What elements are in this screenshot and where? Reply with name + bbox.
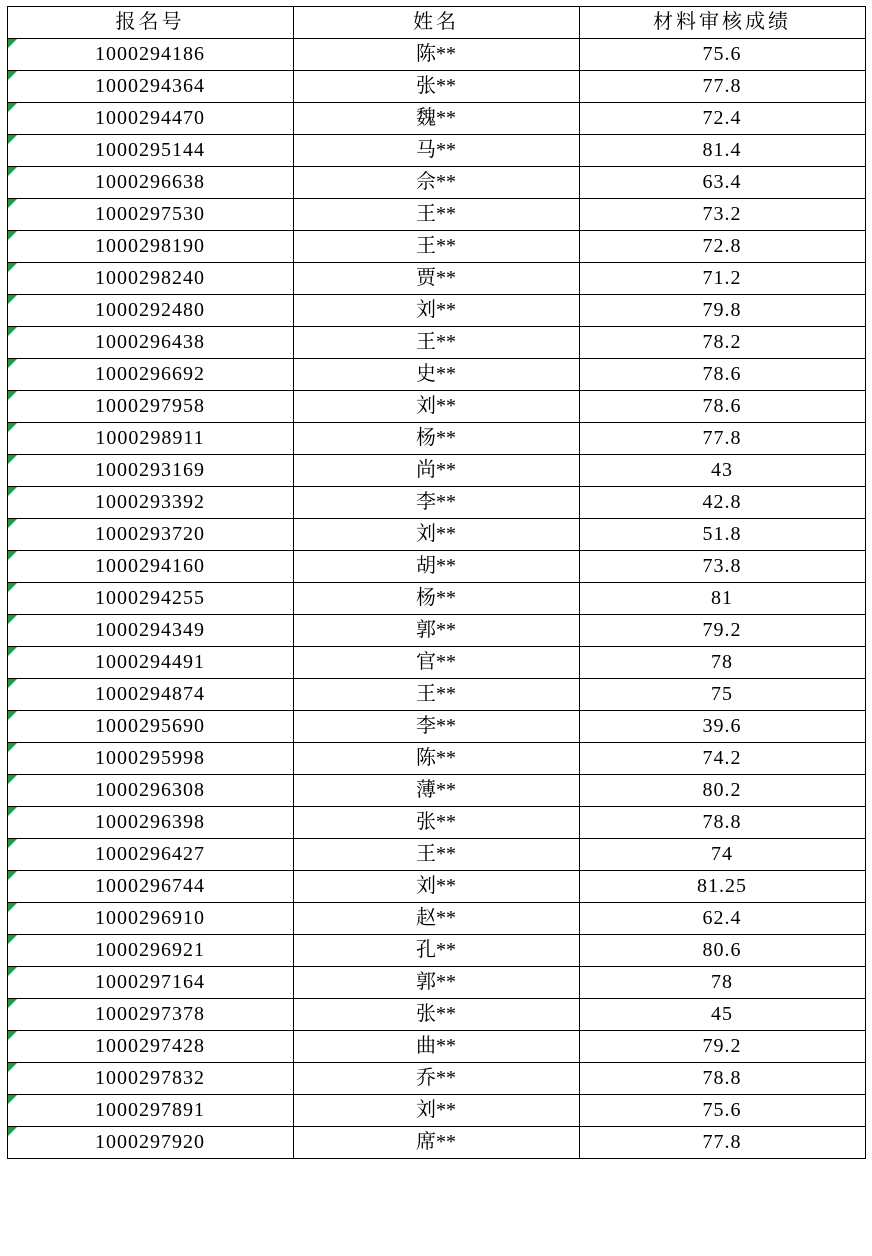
table-row <box>7 999 865 1031</box>
registration-number-text: 1000294255 <box>95 587 205 609</box>
column-header-registration-number: 报名号 <box>7 7 293 39</box>
cell-material-review-score: 80.6 <box>579 935 865 967</box>
comment-marker-icon <box>8 551 17 560</box>
cell-material-review-score: 43 <box>579 455 865 487</box>
cell-registration-number <box>7 231 293 263</box>
cell-registration-number <box>7 775 293 807</box>
cell-name: 尚** <box>293 455 579 487</box>
cell-material-review-score: 62.4 <box>579 903 865 935</box>
cell-registration-number <box>7 743 293 775</box>
cell-registration-number <box>7 199 293 231</box>
comment-marker-icon <box>8 231 17 240</box>
cell-name: 郭** <box>293 615 579 647</box>
cell-name: 马** <box>293 135 579 167</box>
column-header-material-review-score: 材料审核成绩 <box>579 7 865 39</box>
registration-number-text: 1000293392 <box>95 491 205 513</box>
table-row <box>7 1127 865 1159</box>
comment-marker-icon <box>8 1031 17 1040</box>
comment-marker-icon <box>8 615 17 624</box>
cell-registration-number <box>7 359 293 391</box>
cell-registration-number <box>7 999 293 1031</box>
table-row <box>7 839 865 871</box>
comment-marker-icon <box>8 647 17 656</box>
cell-material-review-score: 74 <box>579 839 865 871</box>
registration-number-text: 1000296438 <box>95 331 205 353</box>
table-row <box>7 103 865 135</box>
comment-marker-icon <box>8 423 17 432</box>
registration-number-text: 1000294491 <box>95 651 205 673</box>
cell-registration-number <box>7 1127 293 1159</box>
registration-number-text: 1000295144 <box>95 139 205 161</box>
registration-number-text: 1000298240 <box>95 267 205 289</box>
cell-name: 陈** <box>293 39 579 71</box>
cell-registration-number <box>7 263 293 295</box>
registration-number-text: 1000294186 <box>95 43 205 65</box>
registration-number-text: 1000297891 <box>95 1099 205 1121</box>
cell-registration-number <box>7 487 293 519</box>
table-row <box>7 935 865 967</box>
cell-name: 佘** <box>293 167 579 199</box>
registration-number-text: 1000297378 <box>95 1003 205 1025</box>
table-body <box>7 39 865 1159</box>
comment-marker-icon <box>8 935 17 944</box>
cell-name: 魏** <box>293 103 579 135</box>
table-row <box>7 263 865 295</box>
cell-material-review-score: 78 <box>579 647 865 679</box>
table-row <box>7 391 865 423</box>
comment-marker-icon <box>8 71 17 80</box>
cell-registration-number <box>7 391 293 423</box>
cell-registration-number <box>7 679 293 711</box>
comment-marker-icon <box>8 167 17 176</box>
comment-marker-icon <box>8 967 17 976</box>
cell-name: 官** <box>293 647 579 679</box>
table-row <box>7 647 865 679</box>
cell-name: 曲** <box>293 1031 579 1063</box>
comment-marker-icon <box>8 1127 17 1136</box>
cell-material-review-score: 79.2 <box>579 1031 865 1063</box>
registration-number-text: 1000296308 <box>95 779 205 801</box>
cell-material-review-score: 77.8 <box>579 71 865 103</box>
cell-name: 王** <box>293 327 579 359</box>
registration-number-text: 1000295690 <box>95 715 205 737</box>
cell-material-review-score: 78.6 <box>579 359 865 391</box>
comment-marker-icon <box>8 743 17 752</box>
registration-number-text: 1000297428 <box>95 1035 205 1057</box>
cell-material-review-score: 78.8 <box>579 1063 865 1095</box>
comment-marker-icon <box>8 39 17 48</box>
cell-name: 胡** <box>293 551 579 583</box>
registration-number-text: 1000296910 <box>95 907 205 929</box>
table-row <box>7 39 865 71</box>
comment-marker-icon <box>8 1063 17 1072</box>
table-header <box>7 7 865 39</box>
cell-name: 薄** <box>293 775 579 807</box>
comment-marker-icon <box>8 807 17 816</box>
comment-marker-icon <box>8 135 17 144</box>
registration-number-text: 1000292480 <box>95 299 205 321</box>
cell-material-review-score: 75.6 <box>579 39 865 71</box>
cell-registration-number <box>7 1031 293 1063</box>
registration-number-text: 1000296921 <box>95 939 205 961</box>
table-row <box>7 1031 865 1063</box>
cell-registration-number <box>7 519 293 551</box>
registration-number-text: 1000294349 <box>95 619 205 641</box>
cell-registration-number <box>7 711 293 743</box>
registration-number-text: 1000294874 <box>95 683 205 705</box>
cell-material-review-score: 74.2 <box>579 743 865 775</box>
cell-registration-number <box>7 871 293 903</box>
cell-registration-number <box>7 1095 293 1127</box>
table-row <box>7 519 865 551</box>
comment-marker-icon <box>8 679 17 688</box>
cell-material-review-score: 80.2 <box>579 775 865 807</box>
table-row <box>7 199 865 231</box>
cell-registration-number <box>7 423 293 455</box>
registration-number-text: 1000297958 <box>95 395 205 417</box>
cell-registration-number <box>7 839 293 871</box>
comment-marker-icon <box>8 327 17 336</box>
cell-name: 刘** <box>293 391 579 423</box>
cell-registration-number <box>7 967 293 999</box>
cell-material-review-score: 78.2 <box>579 327 865 359</box>
cell-name: 陈** <box>293 743 579 775</box>
registration-number-text: 1000294364 <box>95 75 205 97</box>
table-row <box>7 551 865 583</box>
registration-number-text: 1000296398 <box>95 811 205 833</box>
comment-marker-icon <box>8 871 17 880</box>
registration-number-text: 1000297920 <box>95 1131 205 1153</box>
cell-material-review-score: 79.2 <box>579 615 865 647</box>
registration-number-text: 1000296427 <box>95 843 205 865</box>
registration-number-text: 1000293169 <box>95 459 205 481</box>
cell-registration-number <box>7 39 293 71</box>
cell-name: 席** <box>293 1127 579 1159</box>
cell-registration-number <box>7 103 293 135</box>
cell-material-review-score: 81.25 <box>579 871 865 903</box>
cell-material-review-score: 77.8 <box>579 423 865 455</box>
cell-material-review-score: 78.8 <box>579 807 865 839</box>
cell-name: 赵** <box>293 903 579 935</box>
cell-material-review-score: 71.2 <box>579 263 865 295</box>
table-row <box>7 679 865 711</box>
cell-name: 刘** <box>293 295 579 327</box>
comment-marker-icon <box>8 775 17 784</box>
comment-marker-icon <box>8 455 17 464</box>
cell-name: 张** <box>293 71 579 103</box>
comment-marker-icon <box>8 103 17 112</box>
table-row <box>7 807 865 839</box>
comment-marker-icon <box>8 583 17 592</box>
table-row <box>7 327 865 359</box>
comment-marker-icon <box>8 711 17 720</box>
registration-number-text: 1000296744 <box>95 875 205 897</box>
table-row <box>7 583 865 615</box>
cell-material-review-score: 75.6 <box>579 1095 865 1127</box>
cell-registration-number <box>7 551 293 583</box>
registration-number-text: 1000298190 <box>95 235 205 257</box>
cell-registration-number <box>7 935 293 967</box>
table-row <box>7 295 865 327</box>
cell-registration-number <box>7 615 293 647</box>
comment-marker-icon <box>8 999 17 1008</box>
table-row <box>7 167 865 199</box>
table-row <box>7 71 865 103</box>
comment-marker-icon <box>8 359 17 368</box>
cell-name: 王** <box>293 839 579 871</box>
cell-material-review-score: 63.4 <box>579 167 865 199</box>
cell-material-review-score: 42.8 <box>579 487 865 519</box>
registration-number-text: 1000295998 <box>95 747 205 769</box>
cell-registration-number <box>7 647 293 679</box>
cell-name: 郭** <box>293 967 579 999</box>
registration-number-text: 1000297530 <box>95 203 205 225</box>
table-row <box>7 487 865 519</box>
cell-name: 王** <box>293 231 579 263</box>
table-row <box>7 423 865 455</box>
grade-table <box>7 6 866 1159</box>
comment-marker-icon <box>8 263 17 272</box>
cell-name: 张** <box>293 999 579 1031</box>
cell-material-review-score: 81 <box>579 583 865 615</box>
cell-material-review-score: 72.4 <box>579 103 865 135</box>
cell-registration-number <box>7 903 293 935</box>
comment-marker-icon <box>8 391 17 400</box>
registration-number-text: 1000297164 <box>95 971 205 993</box>
comment-marker-icon <box>8 487 17 496</box>
cell-registration-number <box>7 167 293 199</box>
cell-name: 张** <box>293 807 579 839</box>
cell-material-review-score: 39.6 <box>579 711 865 743</box>
cell-material-review-score: 79.8 <box>579 295 865 327</box>
cell-name: 孔** <box>293 935 579 967</box>
table-row <box>7 903 865 935</box>
cell-material-review-score: 73.2 <box>579 199 865 231</box>
registration-number-text: 1000298911 <box>95 427 205 449</box>
table-row <box>7 359 865 391</box>
cell-registration-number <box>7 135 293 167</box>
table-row <box>7 711 865 743</box>
cell-name: 贾** <box>293 263 579 295</box>
cell-registration-number <box>7 71 293 103</box>
cell-material-review-score: 51.8 <box>579 519 865 551</box>
cell-name: 刘** <box>293 1095 579 1127</box>
registration-number-text: 1000293720 <box>95 523 205 545</box>
cell-material-review-score: 72.8 <box>579 231 865 263</box>
table-row <box>7 775 865 807</box>
registration-number-text: 1000297832 <box>95 1067 205 1089</box>
cell-material-review-score: 78.6 <box>579 391 865 423</box>
registration-number-text: 1000296692 <box>95 363 205 385</box>
table-row <box>7 455 865 487</box>
column-header-name: 姓名 <box>293 7 579 39</box>
cell-registration-number <box>7 583 293 615</box>
cell-name: 王** <box>293 199 579 231</box>
table-row <box>7 1063 865 1095</box>
cell-name: 刘** <box>293 871 579 903</box>
cell-material-review-score: 75 <box>579 679 865 711</box>
table-row <box>7 1095 865 1127</box>
registration-number-text: 1000294470 <box>95 107 205 129</box>
table-header-row <box>7 7 865 39</box>
comment-marker-icon <box>8 1095 17 1104</box>
comment-marker-icon <box>8 199 17 208</box>
cell-name: 杨** <box>293 423 579 455</box>
table-row <box>7 615 865 647</box>
comment-marker-icon <box>8 839 17 848</box>
cell-material-review-score: 81.4 <box>579 135 865 167</box>
table-row <box>7 871 865 903</box>
cell-name: 乔** <box>293 1063 579 1095</box>
cell-material-review-score: 45 <box>579 999 865 1031</box>
cell-material-review-score: 78 <box>579 967 865 999</box>
table-row <box>7 743 865 775</box>
table-row <box>7 967 865 999</box>
cell-registration-number <box>7 807 293 839</box>
registration-number-text: 1000296638 <box>95 171 205 193</box>
comment-marker-icon <box>8 903 17 912</box>
cell-name: 杨** <box>293 583 579 615</box>
cell-registration-number <box>7 327 293 359</box>
cell-registration-number <box>7 455 293 487</box>
comment-marker-icon <box>8 519 17 528</box>
cell-registration-number <box>7 295 293 327</box>
cell-name: 史** <box>293 359 579 391</box>
cell-name: 刘** <box>293 519 579 551</box>
comment-marker-icon <box>8 295 17 304</box>
table-row <box>7 231 865 263</box>
registration-number-text: 1000294160 <box>95 555 205 577</box>
cell-name: 李** <box>293 711 579 743</box>
cell-material-review-score: 73.8 <box>579 551 865 583</box>
table-row <box>7 135 865 167</box>
cell-registration-number <box>7 1063 293 1095</box>
cell-material-review-score: 77.8 <box>579 1127 865 1159</box>
cell-name: 王** <box>293 679 579 711</box>
cell-name: 李** <box>293 487 579 519</box>
